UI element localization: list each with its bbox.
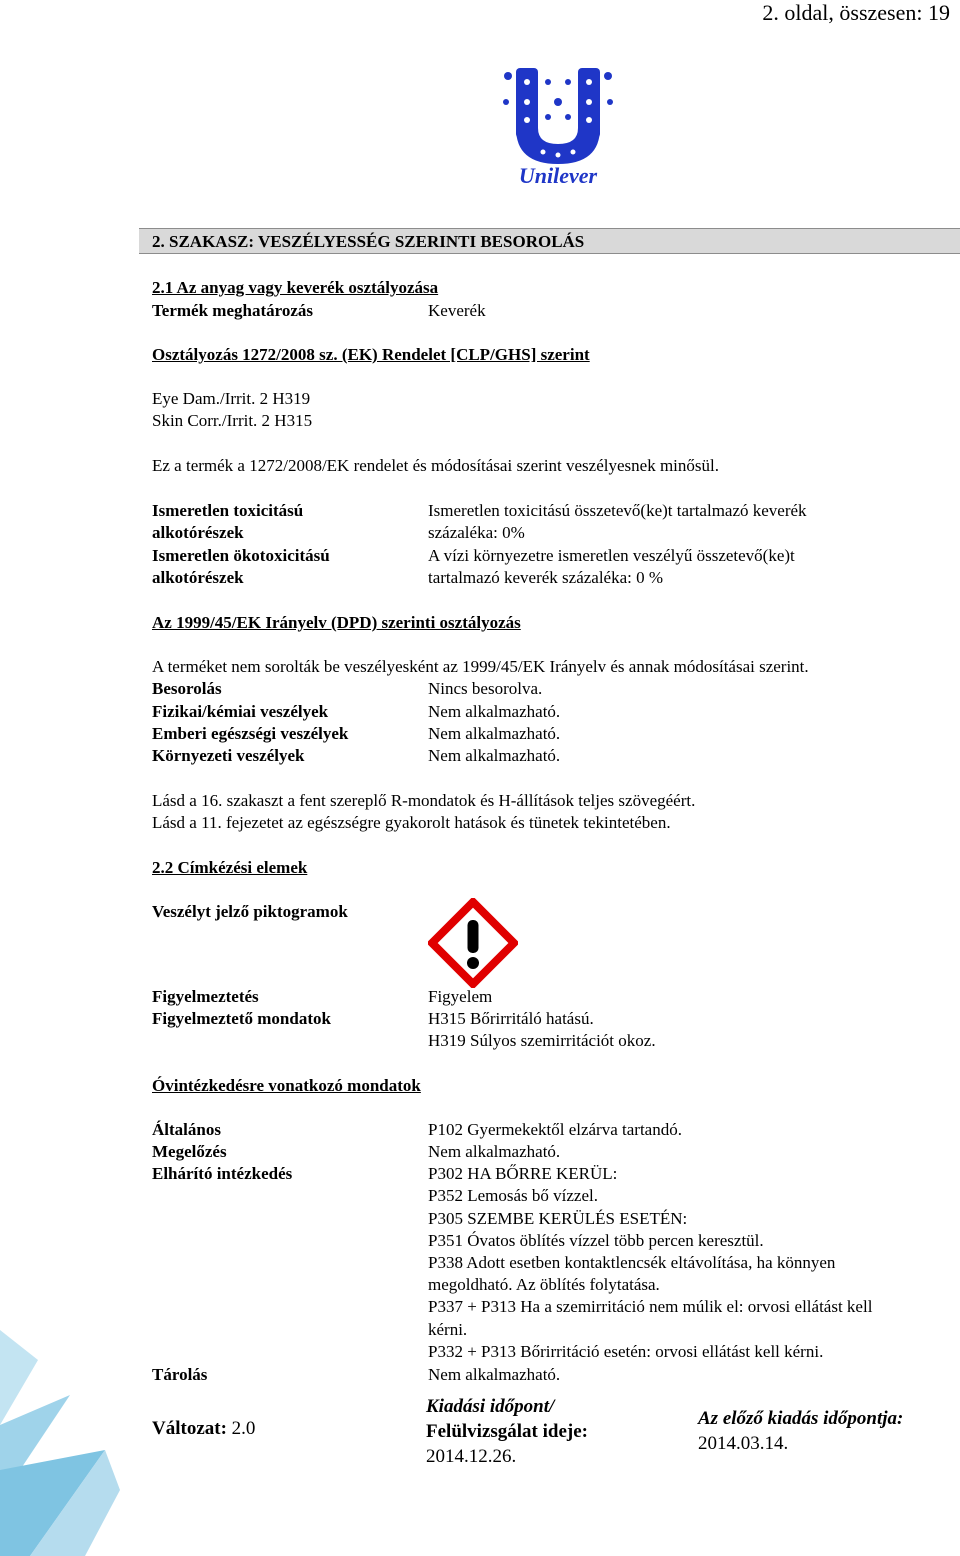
response-line: P332 + P313 Bőrirritáció esetén: orvosi ellátást kell kérni. bbox=[428, 1342, 824, 1361]
response-label: Elhárító intézkedés bbox=[152, 1164, 293, 1183]
subsection-2-2-heading: 2.2 Címkézési elemek bbox=[152, 858, 308, 877]
precautionary-heading: Óvintézkedésre vonatkozó mondatok bbox=[152, 1076, 421, 1095]
version-value: 2.0 bbox=[231, 1418, 256, 1439]
response-line: P338 Adott esetben kontaktlencsék eltávolítása, ha könnyen bbox=[428, 1253, 836, 1272]
storage-label: Tárolás bbox=[152, 1365, 208, 1384]
response-line: P337 + P313 Ha a szemirritáció nem múlik el: orvosi ellátást kell bbox=[428, 1297, 873, 1316]
dpd-statement: A terméket nem sorolták be veszélyesként az 1999/45/EK Irányelv és annak módosításai szerint. bbox=[152, 657, 809, 676]
decorative-corner-shape bbox=[0, 1330, 120, 1556]
subsection-2-1-heading: 2.1 Az anyag vagy keverék osztályozása bbox=[152, 278, 439, 297]
pictograms-label: Veszélyt jelző piktogramok bbox=[152, 902, 348, 921]
dpd-heading: Az 1999/45/EK Irányelv (DPD) szerinti osztályozás bbox=[152, 613, 521, 632]
review-date-label: Felülvizsgálat ideje: bbox=[426, 1421, 588, 1442]
dpd-row-label: Besorolás bbox=[152, 679, 222, 698]
general-label: Általános bbox=[152, 1120, 221, 1139]
product-definition-value: Keverék bbox=[428, 301, 486, 320]
previous-issue-label: Az előző kiadás időpontja: bbox=[698, 1408, 904, 1429]
dpd-note-2: Lásd a 11. fejezetet az egészségre gyakorolt hatások és tünetek tekintetében. bbox=[152, 813, 671, 832]
unilever-logo bbox=[498, 62, 618, 187]
unknown-toxicity-value: Ismeretlen toxicitású összetevő(ke)t tartalmazó keverék bbox=[428, 501, 807, 520]
classification-eye: Eye Dam./Irrit. 2 H319 bbox=[152, 389, 311, 408]
signal-word-value: Figyelem bbox=[428, 987, 493, 1006]
logo-text: Unilever bbox=[518, 163, 598, 187]
dpd-row-label: Környezeti veszélyek bbox=[152, 746, 305, 765]
section-title: 2. SZAKASZ: VESZÉLYESSÉG SZERINTI BESOROLÁS bbox=[152, 232, 585, 251]
dpd-row-label: Emberi egészségi veszélyek bbox=[152, 724, 349, 743]
section-header-bar bbox=[139, 228, 960, 254]
response-line: P302 HA BŐRRE KERÜL: bbox=[428, 1164, 618, 1183]
unknown-ecotoxicity-value: A vízi környezetre ismeretlen veszélyű összetevő(ke)t bbox=[428, 546, 795, 565]
classification-skin: Skin Corr./Irrit. 2 H315 bbox=[152, 411, 313, 430]
storage-value: Nem alkalmazható. bbox=[428, 1365, 561, 1384]
unknown-ecotoxicity-label: Ismeretlen ökotoxicitású bbox=[152, 546, 330, 565]
response-line: P305 SZEMBE KERÜLÉS ESETÉN: bbox=[428, 1209, 688, 1228]
dpd-row-value: Nem alkalmazható. bbox=[428, 746, 561, 765]
unknown-ecotoxicity-label-2: alkotórészek bbox=[152, 568, 244, 587]
hazard-statement-h319: H319 Súlyos szemirritációt okoz. bbox=[428, 1031, 656, 1050]
previous-issue-date: 2014.03.14. bbox=[698, 1433, 789, 1454]
issue-date-value: 2014.12.26. bbox=[426, 1446, 517, 1467]
response-line: P352 Lemosás bő vízzel. bbox=[428, 1186, 598, 1205]
unknown-toxicity-label: Ismeretlen toxicitású bbox=[152, 501, 304, 520]
hazard-statements-label: Figyelmeztető mondatok bbox=[152, 1009, 331, 1028]
dpd-note-1: Lásd a 16. szakaszt a fent szereplő R-mondatok és H-állítások teljes szövegéért. bbox=[152, 791, 696, 810]
clp-classification-heading: Osztályozás 1272/2008 sz. (EK) Rendelet [CLP/GHS] szerint bbox=[152, 345, 590, 364]
hazard-statement: Ez a termék a 1272/2008/EK rendelet és módosításai szerint veszélyesnek minősül. bbox=[152, 456, 719, 475]
page-number: 2. oldal, összesen: 19 bbox=[762, 0, 950, 25]
version-line bbox=[152, 1418, 255, 1440]
prevention-label: Megelőzés bbox=[152, 1142, 227, 1161]
dpd-row-value: Nincs besorolva. bbox=[428, 679, 543, 698]
response-line: megoldható. Az öblítés folytatása. bbox=[428, 1275, 660, 1294]
issue-date-label: Kiadási időpont/ bbox=[426, 1396, 555, 1417]
unknown-toxicity-label-2: alkotórészek bbox=[152, 523, 244, 542]
version-label: Változat: bbox=[152, 1418, 227, 1439]
dpd-row-value: Nem alkalmazható. bbox=[428, 724, 561, 743]
response-line: P351 Óvatos öblítés vízzel több percen keresztül. bbox=[428, 1231, 764, 1250]
prevention-value: Nem alkalmazható. bbox=[428, 1142, 561, 1161]
signal-word-label: Figyelmeztetés bbox=[152, 987, 259, 1006]
unknown-toxicity-value-2: százaléka: 0% bbox=[428, 523, 525, 542]
hazard-statement-h315: H315 Bőrirritáló hatású. bbox=[428, 1009, 594, 1028]
exclamation-mark-pictogram bbox=[428, 898, 518, 988]
product-definition-label: Termék meghatározás bbox=[152, 301, 314, 320]
unknown-ecotoxicity-value-2: tartalmazó keverék százaléka: 0 % bbox=[428, 568, 664, 587]
dpd-row-label: Fizikai/kémiai veszélyek bbox=[152, 702, 329, 721]
dpd-row-value: Nem alkalmazható. bbox=[428, 702, 561, 721]
response-line: kérni. bbox=[428, 1320, 468, 1339]
general-value: P102 Gyermekektől elzárva tartandó. bbox=[428, 1120, 682, 1139]
